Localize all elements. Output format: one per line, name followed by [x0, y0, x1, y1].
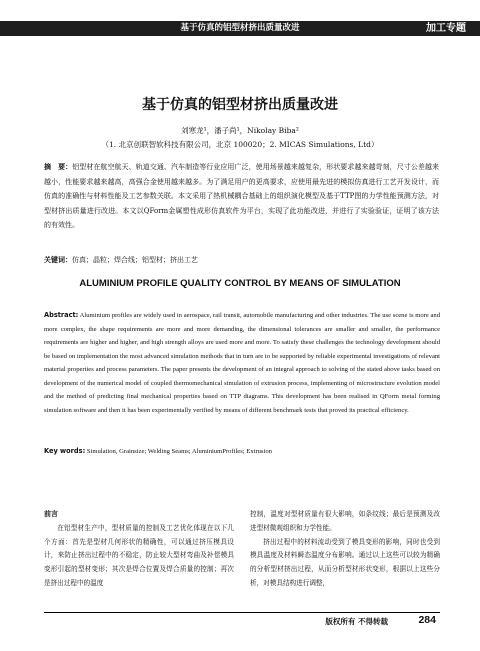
keywords-en-label: Key words: [44, 447, 86, 455]
abstract-cn-label: 摘 要： [44, 163, 73, 171]
paragraph: 在铝型材生产中，型材质量的控制及工艺优化体现在以下几个方面：首先是型材几何形状的精确性，可以通过挤压模具设计，来防止挤出过程中的不稳定，防止较大型材弯曲及补偿模具变形引起的型材变形；其次是焊合位置及焊合质量的控制；再次是挤出过程中的温度 [44, 523, 234, 587]
abstract-en-label: Abstract: [44, 311, 79, 319]
page-footer [0, 612, 480, 628]
abstract-en-text: Aluminium profiles are widely used in aerospace, rail transit, automobile manufacturing and other industries. The use scene is more and more complex, the shape requirements are more and more demanding, the dimensional tolerances are smaller and smaller, the performance requirements are higher and higher, and high strength alloys are used more and more. To satisfy these challenges the technology development should be based on implementation the most advanced simulation methods that in turn are to be supported by reliable experimental investigations of relevant material properties and process parameters. The paper presents the development of an integral approach to solving of the stated above tasks based on development of the numerical model of coupled thermomechanical simulation of extrusion process, implementing of microstructure evolution model and the method of predicting final mechanical properties based on TTP diagrams. This development has been realised in QForm metal forming simulation software and then it has been experimentally verified by means of different benchmark tests that proved its practical efficiency. [44, 312, 440, 414]
abstract-cn-text: 铝型材在航空航天、轨道交通、汽车制造等行业应用广泛，使用场景越来越复杂，形状要求越来越苛刻，尺寸公差越来越小，性能要求越来越高，高强合金使用越来越多。为了满足用户的更高要求，应使用最先进的模拟仿真进行工艺开发设计，而仿真的准确性与材料性能及工艺参数关联。本文采用了热机械耦合基础上的组织演化模型及基于TTP图的力学性能预测方法，对型材挤出质量进行改进。本文以QForm金属塑性成形仿真软件为平台，实现了此功能改进，并进行了实验验证，证明了该方法的有效性。 [44, 163, 439, 230]
keywords-cn-label: 关键词： [44, 256, 72, 264]
page-number: 284 [418, 614, 436, 626]
running-header [0, 0, 480, 36]
keywords-cn-text: 仿真；晶粒；焊合线；铝型材；挤出工艺 [72, 256, 198, 264]
abstract-en [44, 309, 440, 417]
section-label: 加工专题 [426, 23, 466, 34]
affiliation: （1. 北京创联智软科技有限公司，北京 100020；2. MICAS Simulations, Ltd） [101, 140, 379, 149]
paragraph: 控制，温度对型材质量有很大影响，如条纹线；最后是预测及改进型材微观组织和力学性能。 [250, 510, 440, 532]
body-column-left [44, 508, 234, 591]
copyright-notice: 版权所有 不得转载 [325, 617, 388, 626]
section-heading-intro: 前言 [44, 510, 58, 518]
keywords-en [44, 445, 440, 458]
running-title: 基于仿真的铝型材挤出质量改进 [180, 23, 300, 33]
paper-title-en: ALUMINIUM PROFILE QUALITY CONTROL BY MEANS OF SIMULATION [79, 278, 401, 289]
keywords-en-text: Simulation, Grainsize; Welding Seams; AluminiumProfiles; Extrusion [85, 448, 272, 455]
authors: 刘寒龙¹，潘子尚¹，Nikolay Biba² [181, 126, 299, 135]
abstract-cn [44, 160, 439, 233]
keywords-cn [44, 254, 439, 266]
paper-title-cn: 基于仿真的铝型材挤出质量改进 [142, 97, 338, 113]
body-column-right [250, 508, 440, 591]
paragraph: 挤出过程中的材料流动受到了模具变形的影响，同时也受到模具温度及材料瞬态温度分布影响。通过以上这些可以较为精确的分析型材挤出过程，从而分析型材形状变形，根据以上这些分析，对模具结构进行调整， [250, 537, 440, 587]
footer-rule [44, 612, 440, 613]
